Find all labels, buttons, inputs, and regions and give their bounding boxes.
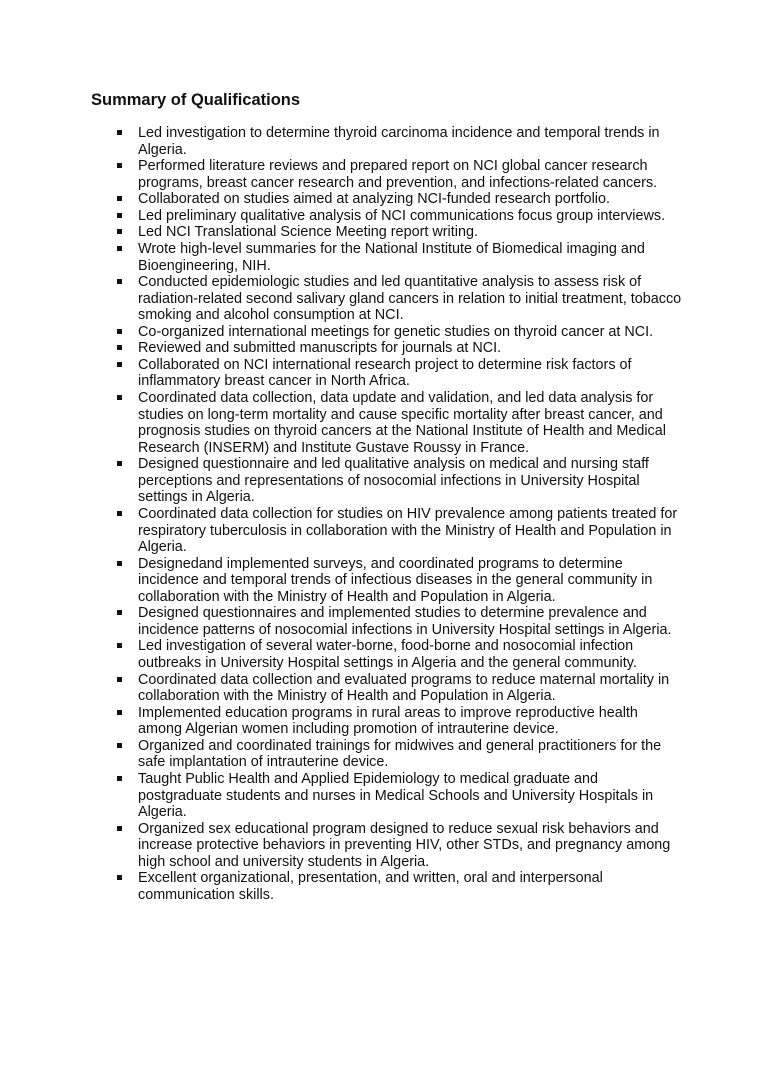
square-bullet-icon (117, 395, 122, 400)
list-item (0, 870, 681, 903)
list-item-text: Excellent organizational, presentation, and written, oral and interpersonal (138, 870, 603, 887)
list-item (0, 274, 681, 324)
list-item-text: Taught Public Health and Applied Epidemiology to medical graduate and (138, 770, 599, 787)
list-item-text: Coordinated data collection and evaluated programs to reduce maternal mortality in (138, 671, 670, 688)
list-item (0, 125, 681, 158)
list-item-text: radiation-related second salivary gland cancers in relation to initial treatment, tobacco (138, 290, 682, 307)
square-bullet-icon (117, 461, 122, 466)
square-bullet-icon (117, 345, 122, 350)
square-bullet-icon (117, 677, 122, 682)
square-bullet-icon (117, 561, 122, 566)
list-item (0, 456, 681, 506)
square-bullet-icon (117, 196, 122, 201)
square-bullet-icon (117, 710, 122, 715)
list-item-text: Led NCI Translational Science Meeting report writing. (138, 224, 478, 241)
list-item (0, 208, 681, 225)
list-item-text: respiratory tuberculosis in collaboration with the Ministry of Health and Population in (138, 522, 672, 539)
list-item-text: Bioengineering, NIH. (138, 257, 271, 274)
list-item-text: among Algerian women including promotion of intrauterine device. (138, 721, 559, 738)
square-bullet-icon (117, 163, 122, 168)
list-item-text: programs, breast cancer research and prevention, and infections-related cancers. (138, 174, 658, 191)
list-item-text: postgraduate students and nurses in Medical Schools and University Hospitals in (138, 787, 654, 804)
list-item-text: communication skills. (138, 886, 274, 903)
list-item-text: Coordinated data collection, data update and validation, and led data analysis for (138, 390, 654, 406)
list-item-text: Research (INSERM) and Institute Gustave Roussy in France. (138, 439, 530, 456)
list-item (0, 605, 681, 638)
list-item-text: Wrote high-level summaries for the National Institute of Biomedical imaging and (138, 240, 645, 257)
list-item-text: Algeria. (138, 539, 187, 556)
square-bullet-icon (117, 130, 122, 135)
list-item-text: increase protective behaviors in preventing HIV, other STDs, and pregnancy among (138, 837, 671, 854)
list-item (0, 390, 681, 456)
list-item-text: Implemented education programs in rural areas to improve reproductive health (138, 704, 638, 721)
list-item-text: outbreaks in University Hospital settings in Algeria and the general community. (138, 655, 637, 671)
list-item-text: perceptions and representations of nosocomial infections in University Hospital (138, 472, 640, 489)
list-item-text: Led investigation of several water-borne, food-borne and nosocomial infection (138, 638, 634, 655)
list-item-text: safe implantation of intrauterine device. (138, 754, 389, 771)
list-item (0, 771, 681, 821)
list-item-text: Coordinated data collection for studies on HIV prevalence among patients treated for (138, 505, 678, 522)
list-item-text: Designedand implemented surveys, and coordinated programs to determine (138, 555, 623, 572)
list-item (0, 638, 681, 671)
square-bullet-icon (117, 643, 122, 648)
list-item (0, 672, 681, 705)
list-item (0, 556, 681, 606)
square-bullet-icon (117, 743, 122, 748)
square-bullet-icon (117, 826, 122, 831)
list-item (0, 738, 681, 771)
list-item-text: settings in Algeria. (138, 489, 255, 506)
list-item-text: Performed literature reviews and prepared report on NCI global cancer research (138, 158, 648, 175)
qualifications-list (0, 125, 681, 903)
list-item-text: inflammatory breast cancer in North Africa. (138, 373, 410, 390)
list-item-text: Co-organized international meetings for genetic studies on thyroid cancer at NCI. (138, 323, 654, 340)
list-item-text: Reviewed and submitted manuscripts for journals at NCI. (138, 340, 502, 357)
list-item (0, 324, 681, 341)
list-item-text: Collaborated on NCI international research project to determine risk factors of (138, 356, 632, 373)
list-item-text: Algeria. (138, 141, 187, 158)
square-bullet-icon (117, 229, 122, 234)
list-item (0, 241, 681, 274)
square-bullet-icon (117, 279, 122, 284)
list-item-text: prognosis studies on thyroid cancers at the National Institute of Health and Medical (138, 423, 666, 440)
square-bullet-icon (117, 213, 122, 218)
list-item (0, 357, 681, 390)
list-item (0, 191, 681, 208)
square-bullet-icon (117, 610, 122, 615)
list-item-text: studies on long-term mortality and cause specific mortality after breast cancer, and (138, 406, 663, 423)
list-item-text: Organized sex educational program designed to reduce sexual risk behaviors and (138, 820, 659, 837)
section-heading: Summary of Qualifications (91, 91, 301, 109)
square-bullet-icon (117, 246, 122, 251)
list-item-text: incidence patterns of nosocomial infections in University Hospital settings in Algeria. (138, 621, 672, 638)
list-item-text: Led investigation to determine thyroid carcinoma incidence and temporal trends in (138, 125, 660, 141)
list-item-text: Collaborated on studies aimed at analyzing NCI-funded research portfolio. (138, 191, 610, 208)
list-item-text: Led preliminary qualitative analysis of NCI communications focus group interviews. (138, 207, 666, 224)
list-item-text: Organized and coordinated trainings for midwives and general practitioners for the (138, 737, 662, 754)
square-bullet-icon (117, 329, 122, 334)
list-item-text: smoking and alcohol consumption at NCI. (138, 307, 404, 324)
list-item (0, 506, 681, 556)
list-item-text: incidence and temporal trends of infectious diseases in the general community in (138, 572, 653, 589)
list-item-text: Designed questionnaires and implemented studies to determine prevalence and (138, 605, 647, 622)
list-item-text: collaboration with the Ministry of Health and Population in Algeria. (138, 688, 556, 705)
list-item (0, 705, 681, 738)
list-item-text: high school and university students in Algeria. (138, 853, 430, 870)
square-bullet-icon (117, 875, 122, 880)
square-bullet-icon (117, 362, 122, 367)
square-bullet-icon (117, 776, 122, 781)
list-item-text: Conducted epidemiologic studies and led quantitative analysis to assess risk of (138, 274, 642, 291)
list-item (0, 821, 681, 871)
list-item-text: Algeria. (138, 804, 187, 821)
square-bullet-icon (117, 511, 122, 516)
list-item-text: Designed questionnaire and led qualitative analysis on medical and nursing staff (138, 456, 649, 473)
list-item-text: collaboration with the Ministry of Health and Population in Algeria. (138, 588, 556, 605)
list-item (0, 224, 681, 241)
list-item (0, 340, 681, 357)
list-item (0, 158, 681, 191)
